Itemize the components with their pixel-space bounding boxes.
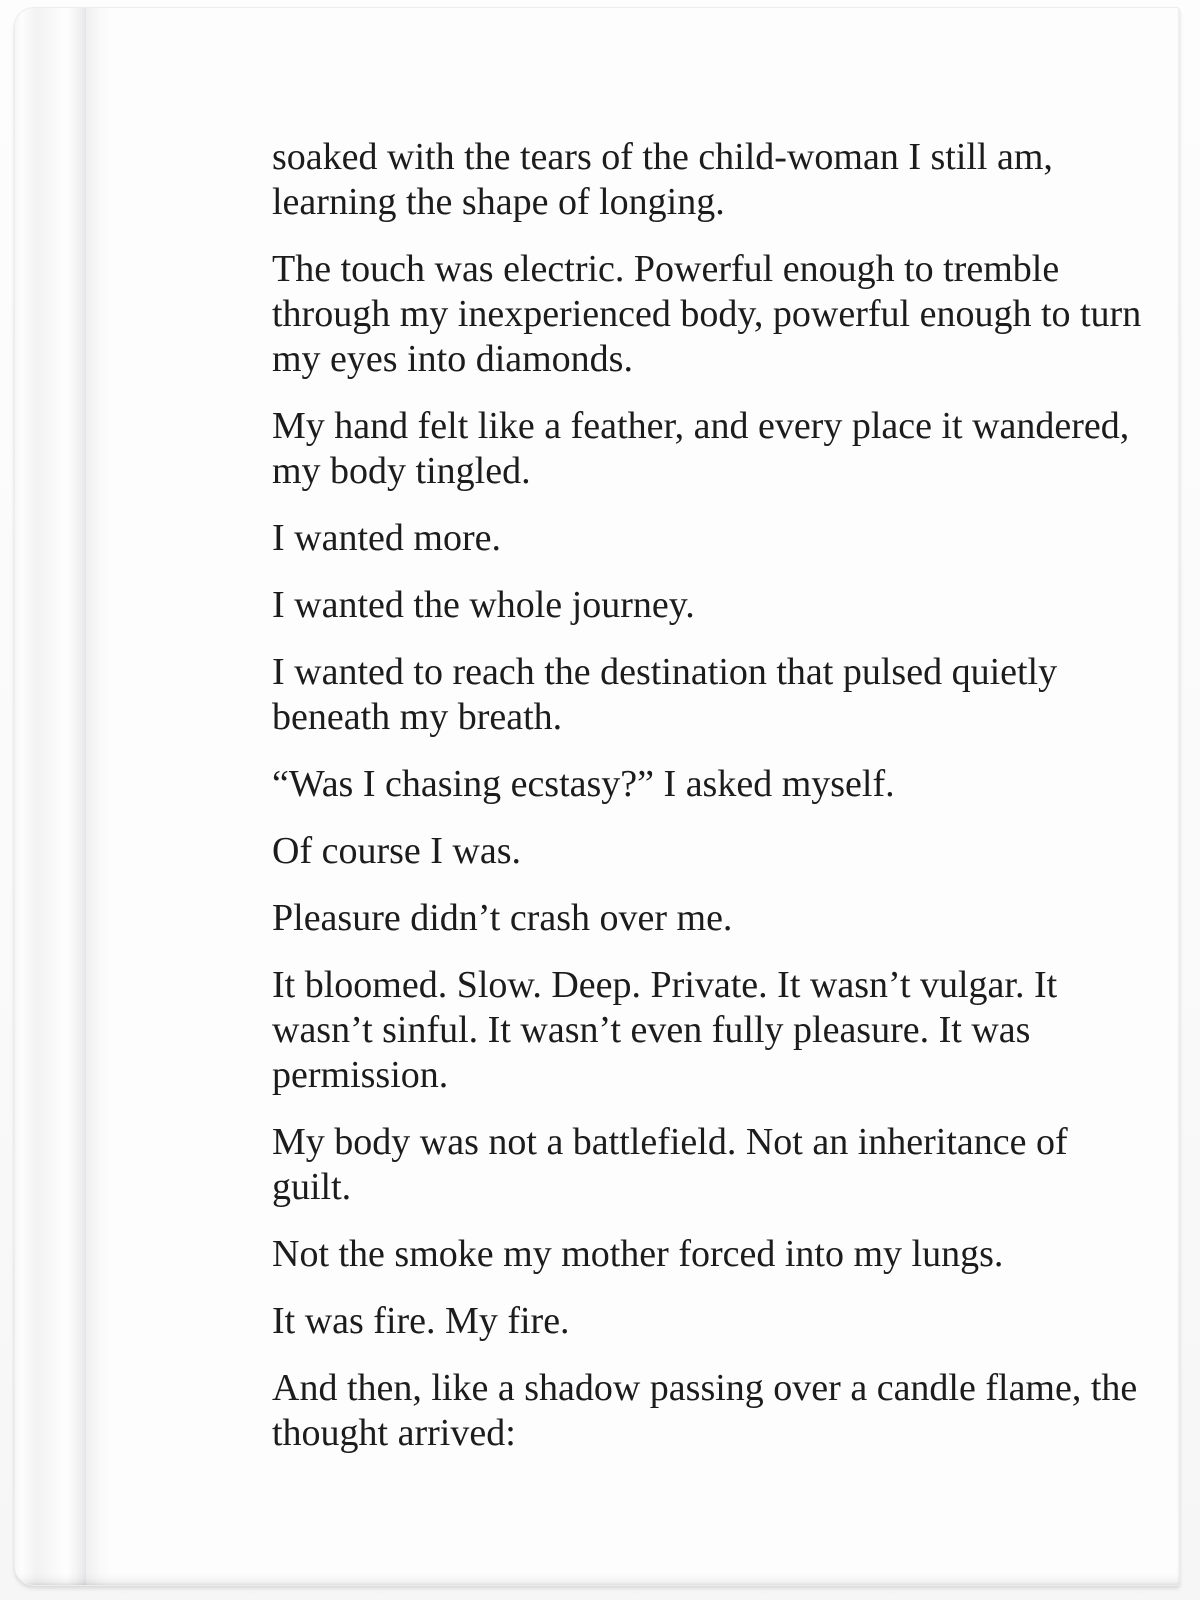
text-line: thought arrived: [272, 1412, 516, 1454]
text-line: Not the smoke my mother forced into my lungs. [272, 1233, 1004, 1275]
text-line: And then, like a shadow passing over a candle flame, the [272, 1367, 1138, 1409]
text-line: The touch was electric. Powerful enough to tremble [272, 248, 1060, 290]
paragraph-12 [272, 1232, 1139, 1277]
page-text [272, 135, 1142, 1478]
paragraph-4 [272, 516, 1139, 561]
text-line: Pleasure didn’t crash over me. [272, 897, 733, 939]
text-line: Of course I was. [272, 830, 522, 872]
text-line: through my inexperienced body, powerful enough to turn [272, 293, 1142, 335]
text-line: my body tingled. [272, 450, 531, 492]
paragraph-8 [272, 829, 1139, 874]
paragraph-11 [272, 1120, 1139, 1210]
text-line: It was fire. My fire. [272, 1300, 570, 1342]
paragraph-13 [272, 1299, 1139, 1344]
text-line: “Was I chasing ecstasy?” I asked myself. [272, 763, 895, 805]
text-line: guilt. [272, 1166, 352, 1208]
paragraph-1 [272, 135, 1139, 225]
paragraph-3 [272, 404, 1139, 494]
book-spine [15, 8, 86, 1585]
text-line: My body was not a battlefield. Not an inheritance of [272, 1121, 1068, 1163]
paragraph-14 [272, 1366, 1139, 1456]
paragraph-10 [272, 963, 1139, 1098]
text-line: I wanted to reach the destination that pulsed quietly [272, 651, 1058, 693]
text-line: soaked with the tears of the child-woman I still am, [272, 136, 1053, 178]
text-line: beneath my breath. [272, 696, 563, 738]
text-line: I wanted the whole journey. [272, 584, 695, 626]
text-line: my eyes into diamonds. [272, 338, 633, 380]
text-line: learning the shape of longing. [272, 181, 725, 223]
book-page [14, 7, 1180, 1586]
text-line: permission. [272, 1054, 449, 1096]
paragraph-5 [272, 583, 1139, 628]
text-line: It bloomed. Slow. Deep. Private. It wasn’t vulgar. It [272, 964, 1058, 1006]
paragraph-7 [272, 762, 1139, 807]
text-line: My hand felt like a feather, and every place it wandered, [272, 405, 1130, 447]
paragraph-6 [272, 650, 1139, 740]
page-surface [86, 8, 1179, 1585]
text-line: wasn’t sinful. It wasn’t even fully pleasure. It was [272, 1009, 1031, 1051]
paragraph-2 [272, 247, 1142, 382]
paragraph-9 [272, 896, 1139, 941]
text-line: I wanted more. [272, 517, 501, 559]
